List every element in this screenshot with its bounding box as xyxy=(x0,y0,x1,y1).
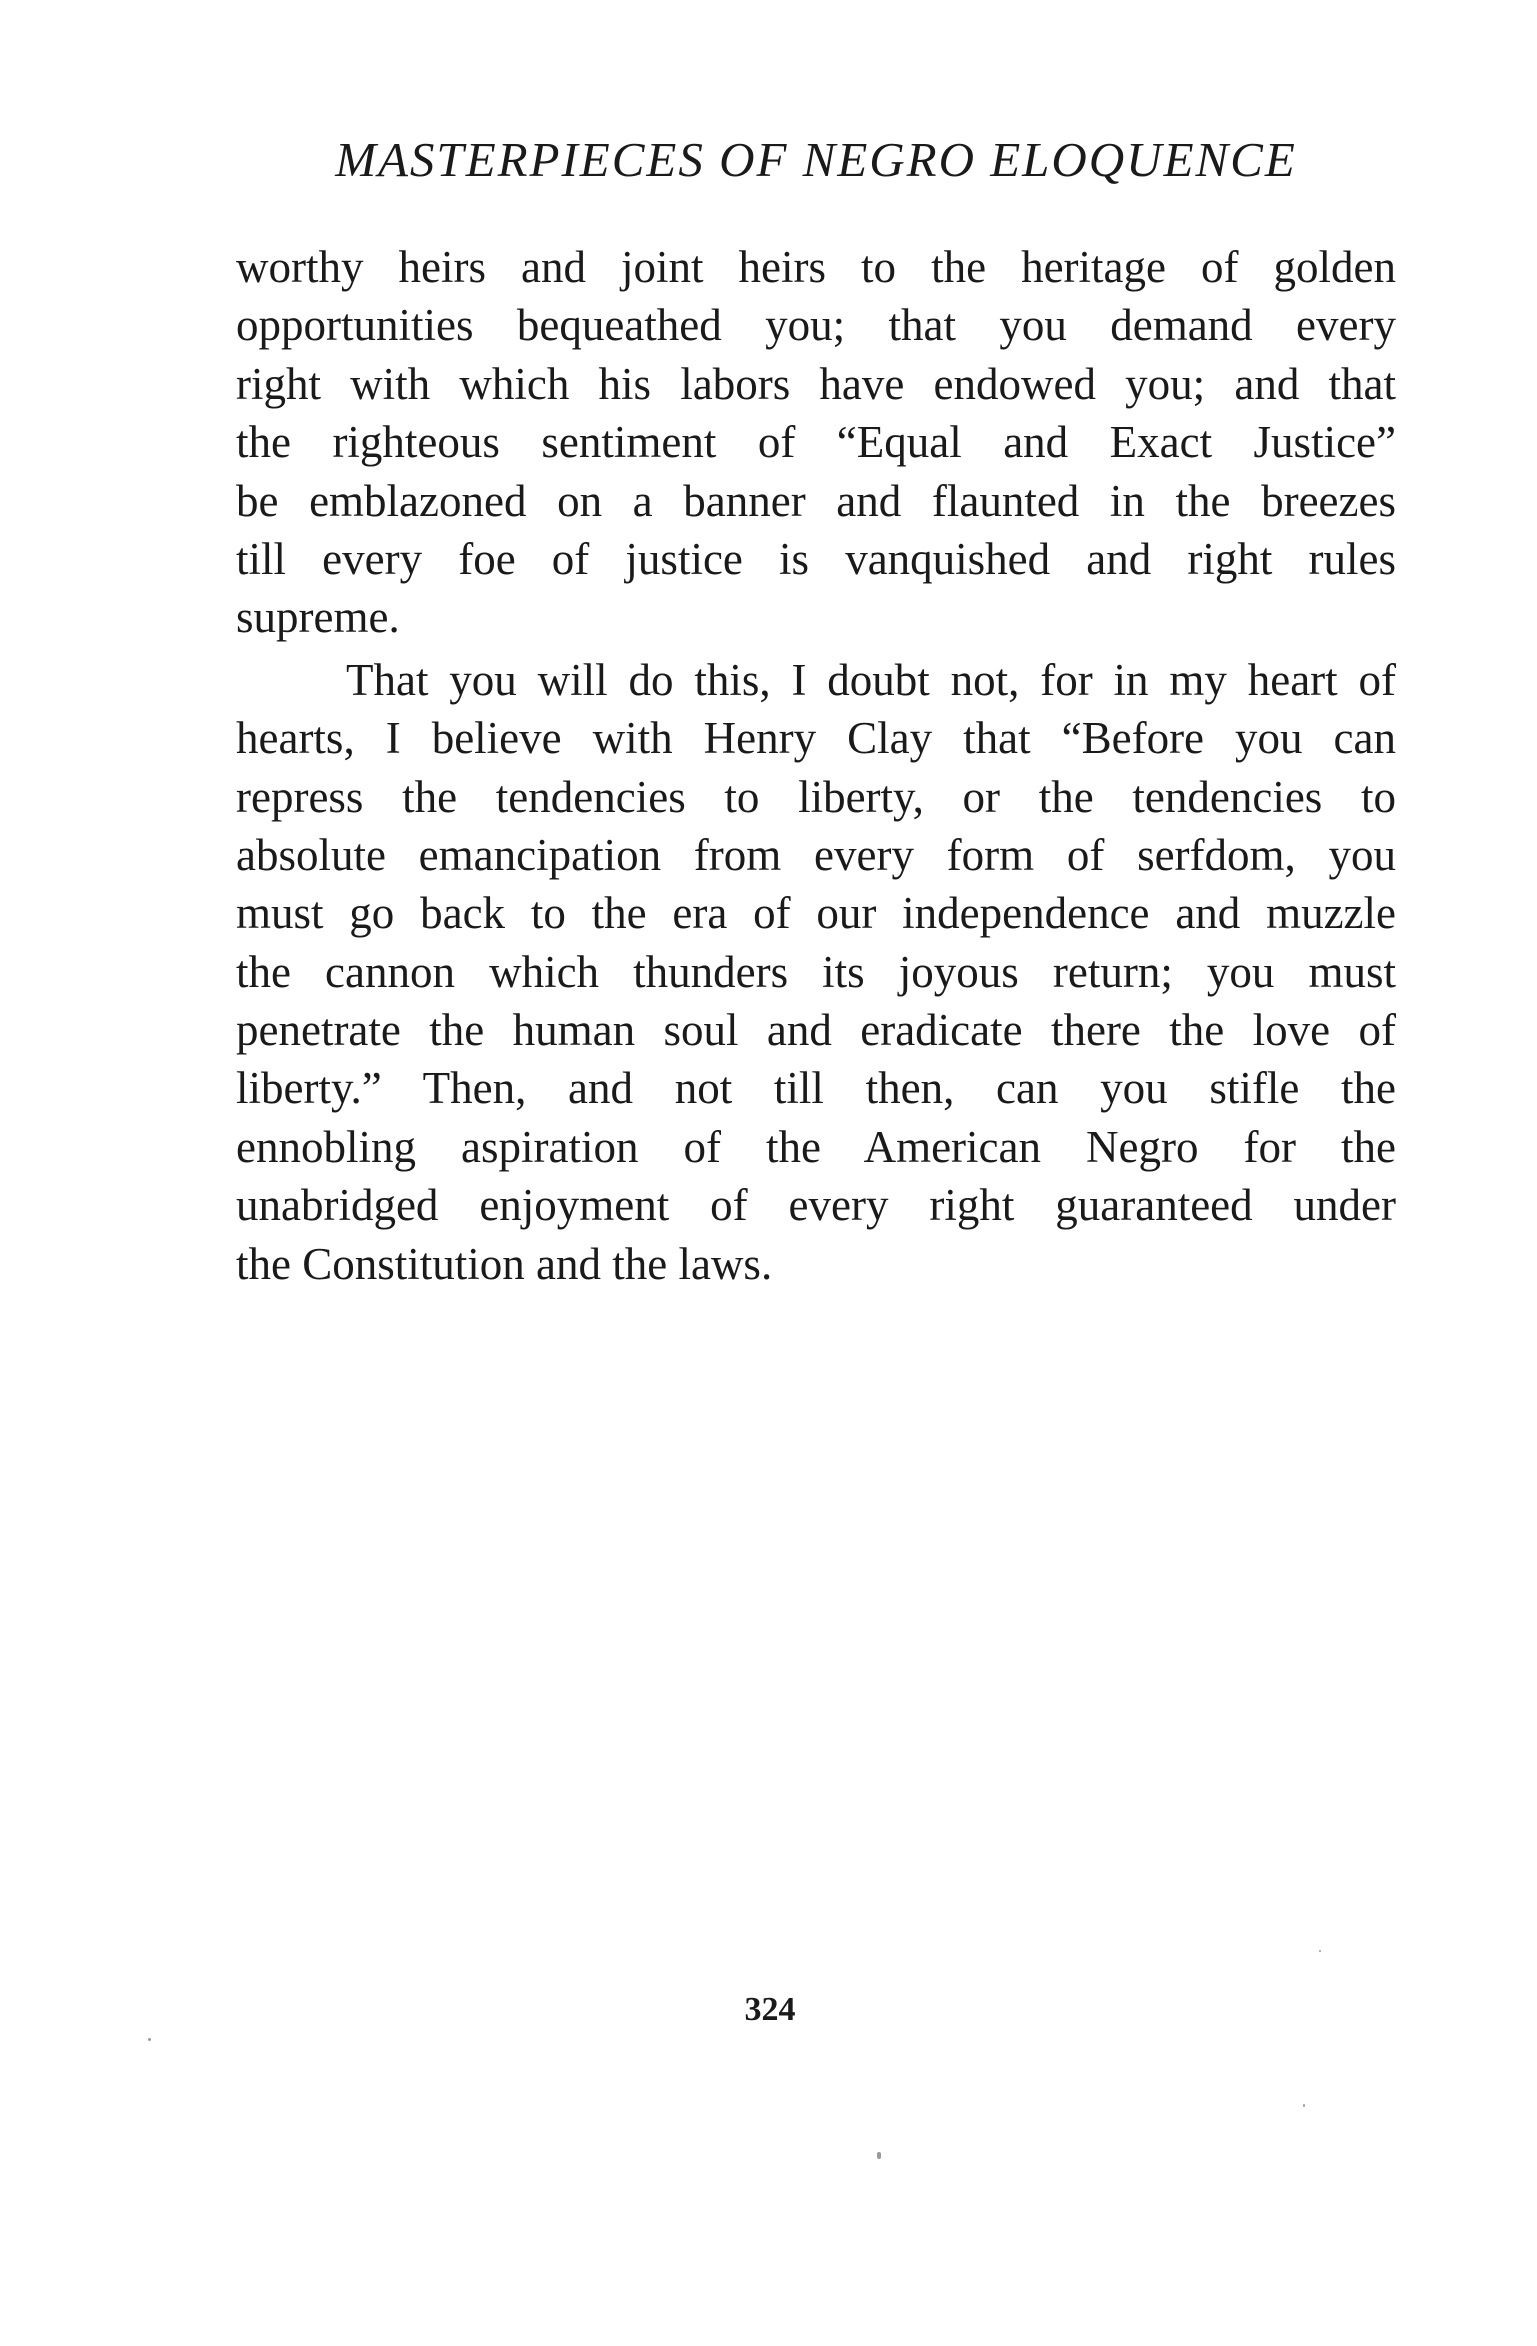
text-line: penetrate the human soul and eradicate there the love of xyxy=(236,1005,1396,1056)
text-line: liberty.” Then, and not till then, can you stifle the xyxy=(236,1063,1396,1114)
text-line: the Constitution and the laws. xyxy=(236,1238,773,1289)
scan-speck xyxy=(1319,1950,1321,1952)
text-line: be emblazoned on a banner and flaunted in the breezes xyxy=(236,475,1396,526)
text-line: right with which his labors have endowed you; and that xyxy=(236,358,1396,409)
paragraph-2 xyxy=(236,651,1396,1293)
text-line: supreme. xyxy=(236,592,400,643)
paragraph-1 xyxy=(236,238,1396,647)
text-line: That you will do this, I doubt not, for in my heart of xyxy=(346,654,1396,705)
page-number: 324 xyxy=(744,1991,796,2028)
text-line: the cannon which thunders its joyous return; you must xyxy=(236,946,1396,997)
text-line: unabridged enjoyment of every right guaranteed under xyxy=(236,1180,1396,1231)
text-line: till every foe of justice is vanquished and right rules xyxy=(236,533,1396,584)
text-line: opportunities bequeathed you; that you demand every xyxy=(236,300,1396,351)
scan-speck xyxy=(877,2152,881,2159)
text-line: the righteous sentiment of “Equal and Exact Justice” xyxy=(236,417,1396,468)
text-line: worthy heirs and joint heirs to the heritage of golden xyxy=(236,242,1396,292)
body-text xyxy=(236,238,1396,1293)
text-line: must go back to the era of our independence and muzzle xyxy=(236,888,1396,939)
running-head: MASTERPIECES OF NEGRO ELOQUENCE xyxy=(335,132,1297,187)
scan-speck xyxy=(1303,2104,1305,2107)
scan-speck xyxy=(148,2038,151,2041)
text-line: absolute emancipation from every form of serfdom, you xyxy=(236,829,1396,880)
text-line: hearts, I believe with Henry Clay that “Before you can xyxy=(236,713,1396,764)
text-line: repress the tendencies to liberty, or the tendencies to xyxy=(236,771,1396,822)
text-line: ennobling aspiration of the American Negro for the xyxy=(236,1121,1396,1172)
